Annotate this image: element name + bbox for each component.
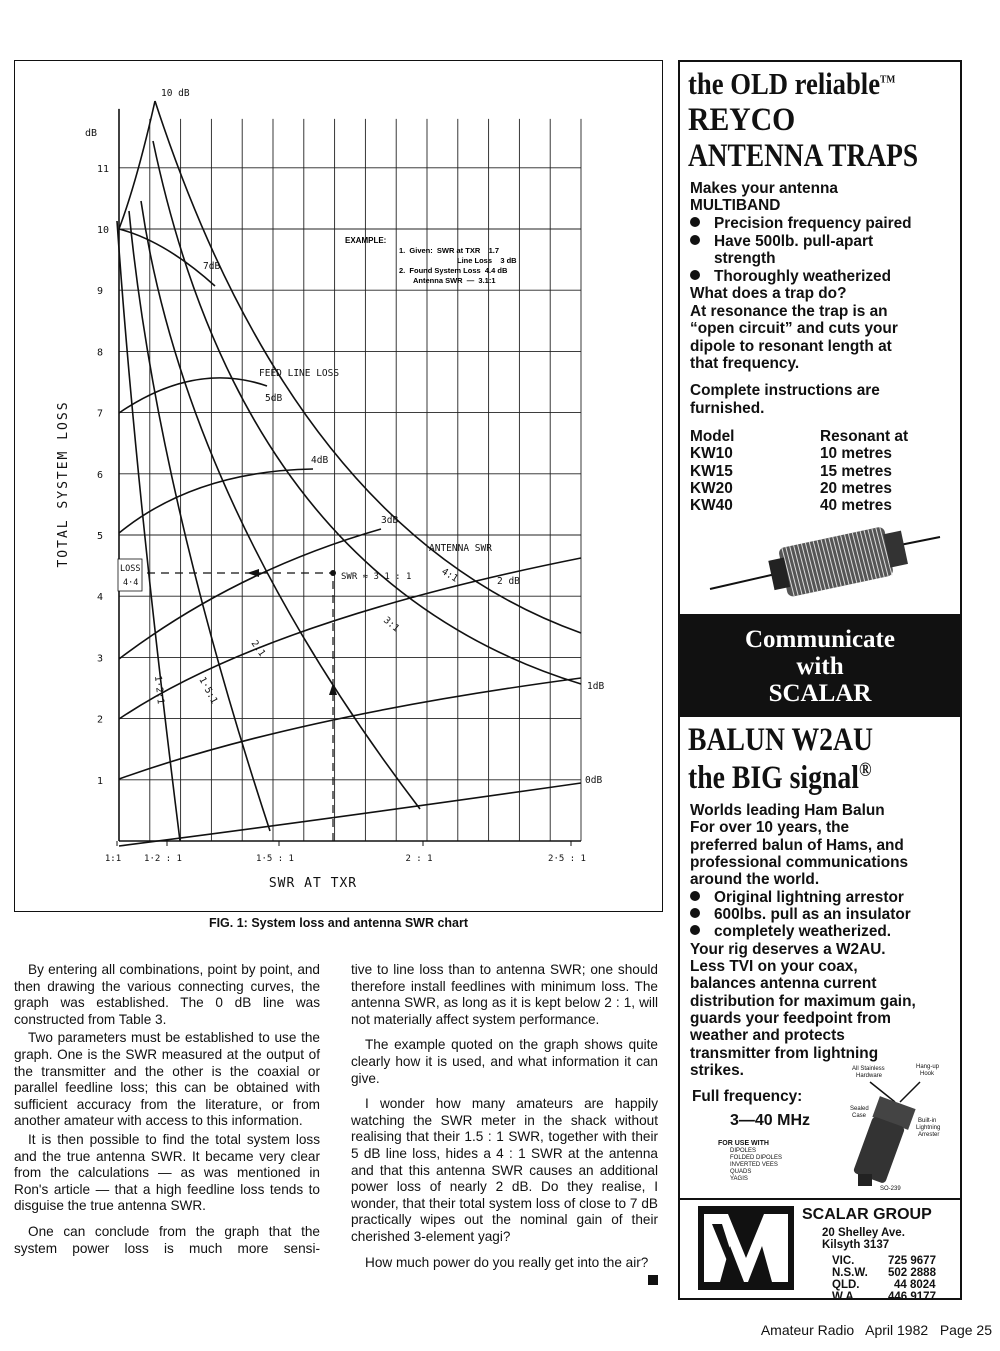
y-axis-title: TOTAL SYSTEM LOSS (56, 400, 71, 568)
y-tick-label: 6 (97, 469, 104, 481)
callout-label: Lightning (916, 1125, 941, 1131)
ad-text: Your rig deserves a W2AU. (690, 941, 886, 958)
antenna-swr-label: 1·2:1 (152, 675, 166, 705)
x-axis-title: SWR AT TXR (268, 876, 358, 891)
antenna-swr-curve (155, 101, 581, 633)
resonant-cell: 40 metres (820, 497, 892, 514)
example-line: Line Loss 3 dB (457, 256, 517, 265)
model-cell: KW10 (690, 445, 733, 462)
left-arrow-icon (247, 569, 259, 577)
ad-text: What does a trap do? (690, 285, 847, 302)
phone-state: W.A. (832, 1291, 857, 1303)
paragraph (351, 1255, 658, 1272)
model-cell: KW15 (690, 463, 733, 480)
paragraph: tive to line loss than to antenna SWR; one should therefore install feedlines with minimum loss. The antenna SWR, as long as it is kept below 2 : 1, will not materially affect system performance. (351, 962, 658, 1027)
use-item: FOLDED DIPOLES (730, 1155, 783, 1161)
phone-state: N.S.W. (832, 1267, 868, 1279)
ad-headline (688, 66, 895, 102)
feature-item (690, 923, 891, 940)
y-tick-label: 9 (97, 286, 104, 298)
trademark-mark: TM (880, 73, 896, 86)
loss-label: LOSS (120, 564, 141, 574)
feed-line-loss-label: 3dB (381, 515, 399, 526)
bullet-icon (690, 925, 700, 935)
balun-subheadline-text: the BIG signal (688, 760, 859, 796)
address-line: Kilsyth 3137 (822, 1239, 890, 1251)
bullet-icon (690, 270, 700, 280)
feed-line-loss-label: 10 dB (161, 88, 190, 99)
example-line: Antenna SWR — 3.1:1 (413, 276, 496, 285)
loss-value: 4·4 (123, 578, 139, 588)
ad-text: guards your feedpoint from (690, 1010, 891, 1027)
ad-text: strikes. (690, 1062, 744, 1079)
y-tick-label: 3 (97, 653, 104, 665)
phone-number: 502 2888 (888, 1267, 936, 1279)
use-with-header: FOR USE WITH (718, 1140, 769, 1147)
feed-line-loss-label: 7dB (203, 261, 221, 272)
system-loss-chart (15, 61, 661, 910)
antenna-swr-label: 1·5:1 (196, 675, 220, 706)
feature-text: strength (714, 250, 776, 267)
paragraph: One can conclude from the graph that the system power loss is much more sensi- (14, 1223, 320, 1256)
y-tick-label: 5 (97, 531, 104, 542)
scalar-logo (698, 1206, 794, 1290)
ad-product: ANTENNA TRAPS (688, 138, 919, 174)
use-item: YAGIS (730, 1176, 748, 1182)
chart-grid (117, 109, 581, 846)
antenna-swr-curve (141, 201, 420, 809)
ad-text: dipole to resonant length at (690, 338, 892, 355)
paragraph-text: How much power do you really get into the air? (365, 1254, 649, 1270)
ad-text: weather and protects (690, 1027, 845, 1044)
divider (680, 1198, 960, 1200)
y-tick-label: 1 (97, 775, 104, 787)
y-tick-label: 11 (97, 163, 110, 175)
bullet-icon (690, 891, 700, 901)
x-tick-label: 1·5 : 1 (256, 854, 294, 864)
callout-label: Hook (920, 1071, 935, 1077)
figure-caption: FIG. 1: System loss and antenna SWR chart (208, 916, 469, 930)
ad-text: furnished. (690, 400, 765, 417)
phone-state: QLD. (832, 1279, 860, 1291)
ad-text: Makes your antenna (690, 180, 838, 197)
antenna-trap-illustration (700, 517, 950, 607)
callout-label: Hardware (856, 1073, 883, 1079)
registered-mark: ® (858, 759, 872, 781)
ad-text: balances antenna current (690, 975, 877, 992)
paragraph: I wonder how many amateurs are happily watching the SWR meter in the shack without realising that their 1.5 : 1 SWR, together with their 5 dB line loss, hides a 4 : 1 SWR at the antenna and that this antenna SWR causes an additional power loss of nearly 2 dB. Do they realise, I wonder, that their total system loss of close to 7 dB practically wipes out the nominal gain of their cherished 3-element yagi? (351, 1096, 658, 1244)
ad-text: For over 10 years, the (690, 819, 850, 836)
callout-label: Arrester (918, 1132, 940, 1138)
phone-state: VIC. (832, 1255, 855, 1267)
ad-text: MULTIBAND (690, 197, 781, 214)
model-cell: KW20 (690, 480, 733, 497)
antenna-swr-curve (117, 221, 180, 841)
feature-item (690, 215, 912, 232)
y-tick-label: 10 (97, 225, 110, 236)
use-item: INVERTED VEES (730, 1162, 778, 1168)
paragraph: By entering all combinations, point by point, and then drawing the various connecting curves, the graph was established. The 0 dB line was constructed from Table 3. (14, 962, 320, 1027)
ad-text: transmitter from lightning (690, 1045, 879, 1062)
paragraph: The example quoted on the graph shows quite clearly how it is used, and what information it can give. (351, 1037, 658, 1086)
advertisement (678, 60, 962, 1303)
article-column-1 (14, 962, 320, 1257)
company-name: SCALAR GROUP (802, 1206, 932, 1223)
page-footer: Amateur Radio April 1982 Page 25 (760, 1322, 992, 1338)
balun-headline: BALUN W2AU (688, 722, 874, 758)
ad-text: that frequency. (690, 355, 800, 372)
bullet-icon (690, 908, 700, 918)
ad-text: “open circuit” and cuts your (690, 320, 898, 337)
x-tick-label: 1:1 (104, 854, 122, 864)
example-line: 2. Found System Loss 4.4 dB (399, 266, 508, 275)
callout-label: All Stainless (852, 1066, 885, 1072)
y-tick-label: 4 (97, 592, 104, 604)
ad-brand: REYCO (688, 102, 796, 138)
bullet-icon (690, 235, 700, 245)
feature-text: Precision frequency paired (714, 215, 912, 232)
example-point (330, 570, 336, 576)
ad-headline-text: the OLD reliable (688, 66, 881, 101)
model-header: Model (690, 428, 735, 445)
y-tick-label: 2 (97, 714, 104, 726)
antenna-swr-label: 3:1 (381, 614, 402, 635)
phone-number: 725 9677 (888, 1255, 936, 1267)
resonant-cell: 20 metres (820, 480, 892, 497)
x-tick-label: 1·2 : 1 (144, 854, 182, 864)
frequency-value: 3—40 MHz (730, 1112, 811, 1129)
frequency-label: Full frequency: (692, 1088, 803, 1105)
feature-item (690, 233, 873, 250)
example-block (345, 236, 517, 285)
paragraph: Two parameters must be established to use the graph. One is the SWR measured at the output of the transmitter and the other is the coaxial or parallel feedline loss; this can be obtained with sufficient accuracy from the literature, or from another amateur with access to this information. (14, 1030, 320, 1129)
callout-label: Hang-up (916, 1064, 940, 1070)
ad-text: distribution for maximum gain, (690, 993, 916, 1010)
feed-line-loss-curve (119, 783, 581, 846)
bullet-icon (690, 217, 700, 227)
y-tick-label: 7 (97, 408, 104, 420)
use-item: DIPOLES (730, 1148, 757, 1154)
ad-text: Worlds leading Ham Balun (690, 802, 885, 819)
model-cell: KW40 (690, 497, 733, 514)
antenna-swr-label: 4:1 (439, 566, 460, 585)
banner-line: with (796, 653, 844, 680)
communicate-banner (680, 614, 960, 717)
chart-labels (56, 88, 604, 891)
feature-text: 600lbs. pull as an insulator (714, 906, 911, 923)
balun-subheadline (688, 759, 872, 797)
ad-text: preferred balun of Hams, and (690, 837, 904, 854)
ad-text: Less TVI on your coax, (690, 958, 858, 975)
phone-number: 446 9177 (888, 1291, 936, 1303)
antenna-swr-label: 2:1 (248, 638, 268, 659)
example-point-label: SWR ≈ 3·1 : 1 (341, 572, 412, 582)
feature-text: Original lightning arrestor (714, 889, 904, 906)
example-title: EXAMPLE: (345, 236, 387, 245)
ad-text: around the world. (690, 871, 820, 888)
resonant-cell: 10 metres (820, 445, 892, 462)
feature-text: Have 500lb. pull-apart (714, 233, 874, 250)
x-tick-label: 2 : 1 (405, 854, 433, 864)
feed-line-loss-curve (119, 678, 581, 779)
banner-line: Communicate (745, 626, 895, 653)
resonant-cell: 15 metres (820, 463, 892, 480)
feed-line-loss-label: 4dB (311, 455, 329, 466)
feature-text: completely weatherized. (714, 923, 892, 940)
feed-line-loss-curve (119, 529, 381, 659)
antenna-swr-title: ANTENNA SWR (429, 543, 492, 554)
ad-text: At resonance the trap is an (690, 303, 888, 320)
callout-label: Sealed (850, 1106, 869, 1112)
example-line: 1. Given: SWR at TXR 1.7 (399, 246, 500, 255)
feed-line-loss-label: 5dB (265, 393, 283, 404)
use-item: QUADS (730, 1169, 752, 1175)
callout-label: Case (852, 1113, 867, 1119)
callout-label: SO-239 (880, 1186, 901, 1192)
callout-label: Built-in (918, 1118, 937, 1124)
feed-line-loss-label: 2 dB (497, 576, 520, 587)
feature-text: Thoroughly weatherized (714, 268, 892, 285)
address-line: 20 Shelley Ave. (822, 1227, 905, 1239)
article-column-2 (351, 962, 658, 1285)
x-tick-label: 2·5 : 1 (548, 854, 586, 864)
ad-text: Complete instructions are (690, 382, 880, 399)
feed-line-loss-title: FEED LINE LOSS (259, 368, 340, 379)
y-unit-label: dB (85, 128, 98, 139)
y-tick-label: 8 (97, 347, 104, 359)
ad-text: professional communications (690, 854, 909, 871)
feature-item (690, 906, 911, 923)
paragraph: It is then possible to find the total system loss and the true antenna SWR. It became very clear from the calculations — as was mentioned in Ron's article — that a high feedline loss tends to disguise the true antenna SWR. (14, 1131, 320, 1214)
banner-line: SCALAR (768, 680, 872, 707)
resonant-header: Resonant at (820, 428, 909, 445)
feed-line-loss-label: 1dB (587, 681, 605, 692)
chart-frame (14, 60, 663, 912)
feed-line-loss-curve (119, 469, 313, 533)
feature-item (690, 889, 904, 906)
feed-line-loss-label: 0dB (585, 775, 603, 786)
end-mark-icon (648, 1275, 658, 1285)
feature-item (690, 268, 891, 285)
phone-number: 44 8024 (894, 1279, 936, 1291)
